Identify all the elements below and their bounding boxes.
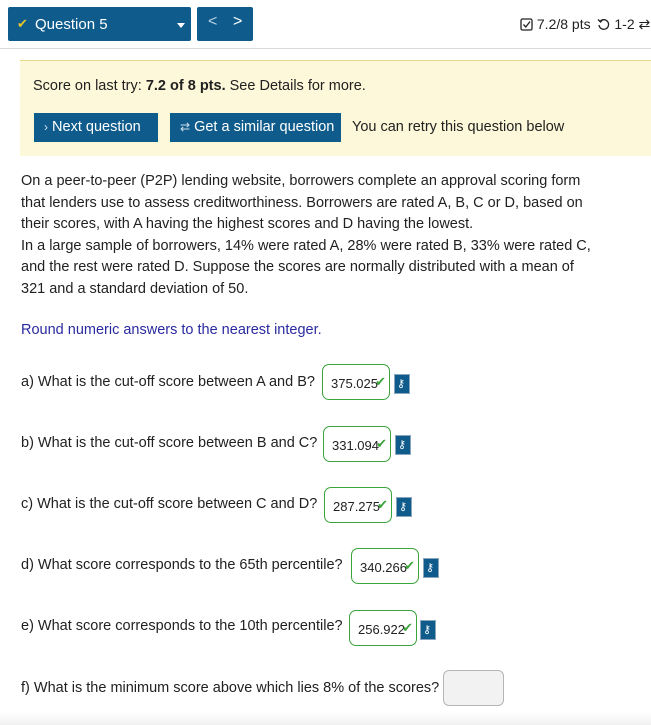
part-b-answer-value: 331.094 — [332, 438, 379, 453]
bottom-shadow — [0, 712, 651, 725]
question-select[interactable] — [8, 7, 191, 41]
question-nav — [197, 7, 253, 41]
part-a-label: a) What is the cut-off score between A and B? — [21, 374, 315, 390]
points-label: 7.2/8 pts — [536, 16, 591, 32]
part-e-answer-value: 256.922 — [358, 622, 405, 637]
question-paragraph-1: On a peer-to-peer (P2P) lending website, borrowers complete an approval scoring form that lenders use to assess creditworthiness. Borrowers are rated A, B, C or D, based on their scores, with A having the highest scores and D having the lowest. — [21, 173, 583, 232]
question-toolbar — [0, 0, 651, 49]
similar-question-button[interactable] — [170, 113, 341, 142]
part-d-answer-value: 340.266 — [360, 560, 407, 575]
part-b-key-icon[interactable]: ⚷ — [395, 435, 411, 455]
next-question-button[interactable] — [34, 113, 158, 142]
question-paragraph-2: In a large sample of borrowers, 14% were rated A, 28% were rated B, 33% were rated C, and the rest were rated D. Suppose the scores are normally distributed with a mean of 321 and a standard deviation of 50. — [21, 237, 591, 297]
attempts-label: 1-2 — [614, 16, 635, 32]
part-a-key-icon[interactable]: ⚷ — [394, 374, 410, 394]
next-question-label: Next question — [52, 119, 141, 135]
points-status — [520, 16, 650, 33]
part-f-answer-field[interactable] — [443, 670, 504, 706]
retry-icon — [597, 18, 610, 31]
correct-check-icon: ✔ — [375, 374, 386, 389]
part-a-answer-field[interactable] — [322, 364, 390, 400]
score-value: 7.2 of 8 pts. — [145, 78, 226, 94]
question-stem — [21, 171, 591, 300]
part-a-answer-value: 375.025 — [331, 376, 378, 391]
chevron-down-icon — [177, 23, 185, 28]
new-version-icon[interactable]: ⇄ — [638, 16, 651, 32]
part-d-answer-field[interactable] — [351, 548, 419, 584]
last-try-score — [33, 78, 366, 94]
similar-question-label: Get a similar question — [194, 119, 335, 135]
part-c-label: c) What is the cut-off score between C and D? — [21, 496, 318, 512]
correct-check-icon: ✔ — [404, 558, 415, 573]
score-panel — [20, 60, 651, 156]
refresh-icon: ⇄ — [180, 120, 191, 134]
part-e-answer-field[interactable] — [349, 610, 417, 646]
part-c-answer-value: 287.275 — [333, 499, 380, 514]
checkmark-icon: ✔ — [17, 16, 28, 31]
checkbox-icon — [520, 18, 533, 31]
part-d-key-icon[interactable]: ⚷ — [423, 558, 439, 578]
score-suffix: See Details for more. — [225, 78, 366, 94]
part-d-label: d) What score corresponds to the 65th percentile? — [21, 557, 343, 573]
correct-check-icon: ✔ — [376, 436, 387, 451]
part-c-key-icon[interactable]: ⚷ — [396, 497, 412, 517]
chevron-right-icon: › — [44, 120, 48, 134]
score-prefix: Score on last try: — [33, 78, 146, 94]
part-b-answer-field[interactable] — [323, 426, 391, 462]
next-question-arrow-button[interactable]: > — [233, 13, 243, 30]
part-f-label: f) What is the minimum score above which lies 8% of the scores? — [21, 680, 440, 696]
retry-message: You can retry this question below — [352, 119, 565, 135]
part-e-key-icon[interactable]: ⚷ — [420, 620, 436, 640]
correct-check-icon: ✔ — [402, 620, 413, 635]
part-c-answer-field[interactable] — [324, 487, 392, 523]
previous-question-button[interactable]: < — [208, 13, 218, 30]
question-select-label: Question 5 — [35, 16, 108, 33]
part-b-label: b) What is the cut-off score between B and C? — [21, 435, 318, 451]
part-e-label: e) What score corresponds to the 10th percentile? — [21, 618, 343, 634]
rounding-instruction: Round numeric answers to the nearest integer. — [21, 322, 322, 338]
correct-check-icon: ✔ — [377, 497, 388, 512]
